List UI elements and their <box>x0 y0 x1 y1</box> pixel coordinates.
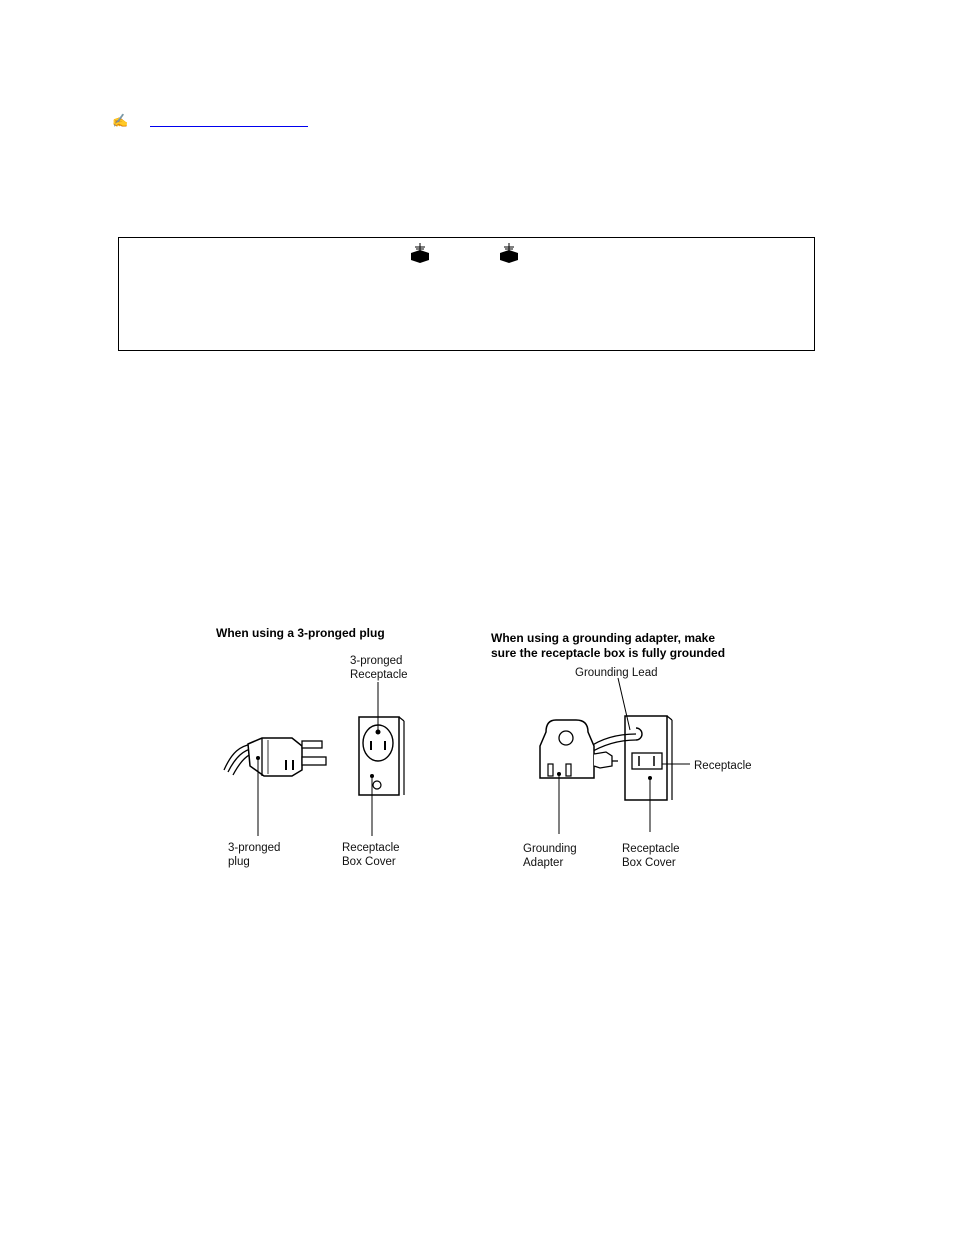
receptacle-box-left <box>359 717 404 795</box>
label-grounding-adapter-line1: Grounding <box>523 843 577 855</box>
pencil-icon: ✍ <box>112 113 129 128</box>
label-receptacle-line2: Receptacle <box>350 669 408 681</box>
grounding-adapter <box>540 720 618 778</box>
label-box-cover-right-line1: Receptacle <box>622 843 680 855</box>
label-grounding-lead: Grounding Lead <box>575 667 658 679</box>
label-box-cover-left-line2: Box Cover <box>342 856 396 868</box>
three-pronged-plug <box>248 738 326 776</box>
label-receptacle-line1: 3-pronged <box>350 655 403 667</box>
label-box-cover-right-line2: Box Cover <box>622 857 676 869</box>
note-box <box>118 237 815 351</box>
label-plug-line2: plug <box>228 856 250 868</box>
label-grounding-adapter-line2: Adapter <box>523 857 564 869</box>
right-caption-line1: When using a grounding adapter, make <box>491 631 716 645</box>
grounding-symbol-icon <box>410 242 430 264</box>
label-receptacle: Receptacle <box>694 760 752 772</box>
left-caption: When using a 3-pronged plug <box>216 626 385 640</box>
label-box-cover-left-line1: Receptacle <box>342 842 400 854</box>
label-plug-line1: 3-pronged <box>228 842 281 854</box>
grounding-figure <box>200 620 755 890</box>
top-link[interactable] <box>150 126 308 127</box>
right-caption-line2: sure the receptacle box is fully grounded <box>491 646 726 660</box>
grounding-symbol-icon <box>499 242 519 264</box>
receptacle-box-right <box>625 716 672 800</box>
